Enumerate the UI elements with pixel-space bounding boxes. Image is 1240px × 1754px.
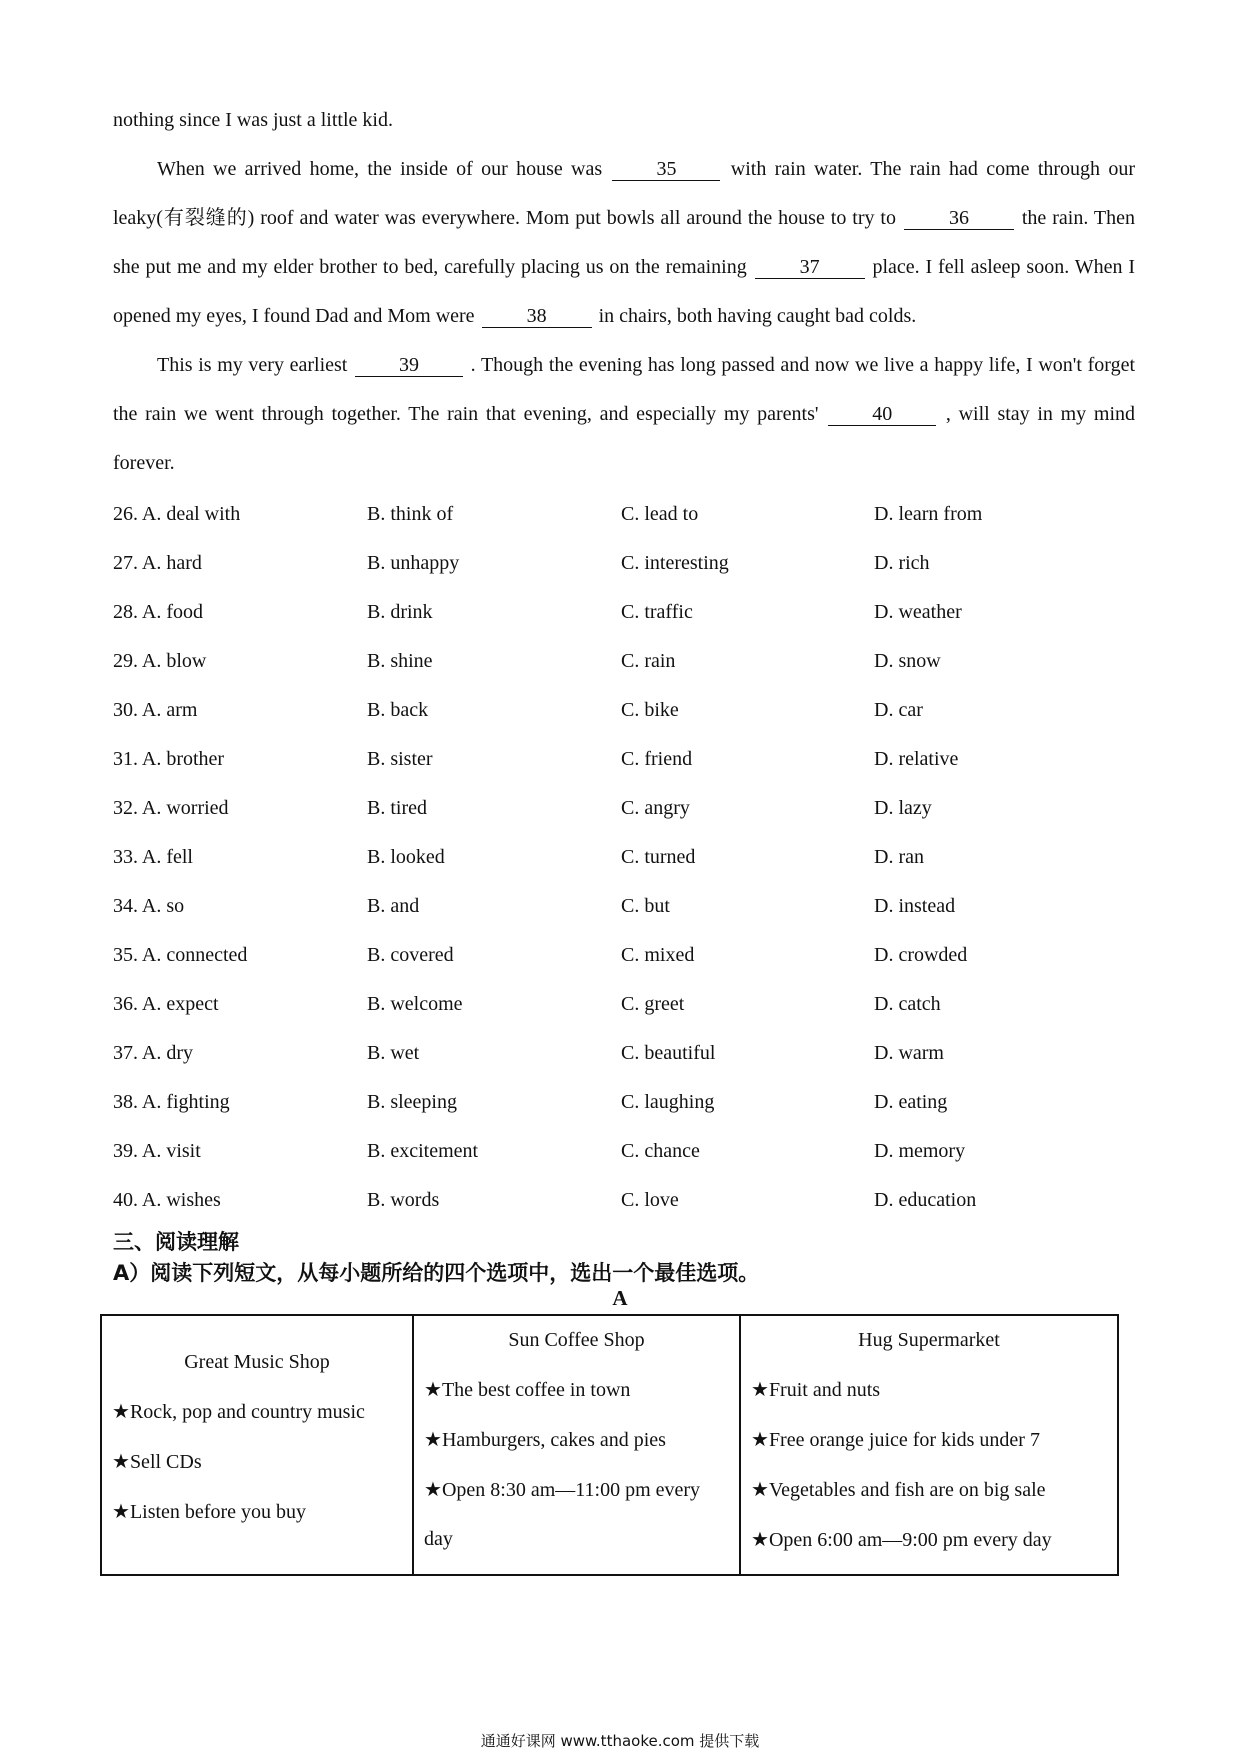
option-row	[113, 833, 1135, 882]
star-icon: ★	[112, 1499, 130, 1523]
option-a: 33. A. fell	[113, 846, 193, 868]
passage-paragraph-2	[113, 145, 1135, 341]
section-instruction: A）阅读下列短文，从每小题所给的四个选项中，选出一个最佳选项。	[113, 1261, 760, 1285]
passage-paragraph-3	[113, 341, 1135, 488]
option-c: C. lead to	[621, 503, 699, 525]
option-d: D. instead	[874, 895, 956, 917]
ad-cell-coffee-shop	[413, 1315, 740, 1575]
star-icon: ★	[751, 1477, 769, 1501]
option-b: B. excitement	[367, 1140, 479, 1162]
option-row	[113, 588, 1135, 637]
shop-feature: ★Open 8:30 am—11:00 pm every day	[424, 1477, 701, 1550]
option-a: 32. A. worried	[113, 797, 229, 819]
option-b: B. shine	[367, 650, 433, 672]
option-c: C. interesting	[621, 552, 729, 574]
star-icon: ★	[751, 1377, 769, 1401]
option-c: C. mixed	[621, 944, 695, 966]
shop-name: Great Music Shop	[184, 1351, 330, 1373]
option-row	[113, 784, 1135, 833]
blank-38: 38	[482, 305, 592, 328]
option-b: B. covered	[367, 944, 454, 966]
option-a: 34. A. so	[113, 895, 185, 917]
option-d: D. eating	[874, 1091, 948, 1113]
option-row	[113, 931, 1135, 980]
shop-feature: ★Fruit and nuts	[751, 1377, 881, 1401]
option-c: C. turned	[621, 846, 696, 868]
option-a: 35. A. connected	[113, 944, 248, 966]
shop-feature: ★The best coffee in town	[424, 1377, 631, 1401]
option-d: D. warm	[874, 1042, 944, 1064]
option-b: B. and	[367, 895, 420, 917]
option-b: B. tired	[367, 797, 427, 819]
page-footer: 通通好课网 www.tthaoke.com 提供下载	[480, 1732, 760, 1750]
option-c: C. greet	[621, 993, 685, 1015]
option-d: D. car	[874, 699, 923, 721]
option-d: D. catch	[874, 993, 941, 1015]
option-b: B. think of	[367, 503, 454, 525]
option-b: B. drink	[367, 601, 433, 623]
paragraph-text: . Though the evening has long passed and now we live a happy life, I won't forget the rain we went through together. The rain that evening, and especially my parents'	[113, 354, 1135, 425]
ad-cell-supermarket	[740, 1315, 1118, 1575]
option-row	[113, 1176, 1135, 1225]
option-b: B. wet	[367, 1042, 420, 1064]
option-a: 37. A. dry	[113, 1042, 193, 1064]
option-c: C. love	[621, 1189, 679, 1211]
option-row	[113, 980, 1135, 1029]
option-b: B. sleeping	[367, 1091, 457, 1113]
blank-36: 36	[904, 207, 1014, 230]
option-d: D. crowded	[874, 944, 968, 966]
paragraph-text: in chairs, both having caught bad colds.	[598, 305, 917, 327]
option-b: B. sister	[367, 748, 433, 770]
option-c: C. but	[621, 895, 670, 917]
shop-feature: ★Rock, pop and country music	[112, 1399, 365, 1423]
star-icon: ★	[112, 1449, 130, 1473]
option-c: C. chance	[621, 1140, 700, 1162]
shop-name: Sun Coffee Shop	[508, 1329, 645, 1351]
option-c: C. beautiful	[621, 1042, 716, 1064]
advertisement-table	[100, 1314, 1119, 1576]
option-d: D. relative	[874, 748, 959, 770]
option-d: D. ran	[874, 846, 924, 868]
option-a: 38. A. fighting	[113, 1091, 230, 1113]
option-row	[113, 637, 1135, 686]
option-a: 27. A. hard	[113, 552, 202, 574]
blank-40: 40	[828, 403, 936, 426]
paragraph-text: This is my very earliest	[157, 354, 348, 376]
shop-feature: ★Sell CDs	[112, 1449, 202, 1473]
passage-letter: A	[612, 1286, 628, 1310]
option-d: D. memory	[874, 1140, 966, 1162]
passage-paragraph-1	[113, 96, 1135, 145]
blank-39: 39	[355, 354, 463, 377]
option-b: B. words	[367, 1189, 440, 1211]
option-row	[113, 1078, 1135, 1127]
option-a: 31. A. brother	[113, 748, 225, 770]
option-b: B. welcome	[367, 993, 463, 1015]
option-a: 39. A. visit	[113, 1140, 201, 1162]
option-b: B. unhappy	[367, 552, 460, 574]
section-title: 三、阅读理解	[113, 1230, 239, 1254]
option-row	[113, 1127, 1135, 1176]
paragraph-text: nothing since I was just a little kid.	[113, 109, 393, 131]
shop-feature: ★Vegetables and fish are on big sale	[751, 1477, 1046, 1501]
option-row	[113, 1029, 1135, 1078]
option-a: 30. A. arm	[113, 699, 198, 721]
option-c: C. friend	[621, 748, 693, 770]
option-d: D. snow	[874, 650, 941, 672]
paragraph-text: When we arrived home, the inside of our house was	[157, 158, 603, 180]
shop-feature: ★Listen before you buy	[112, 1499, 307, 1523]
blank-37: 37	[755, 256, 865, 279]
option-a: 40. A. wishes	[113, 1189, 221, 1211]
paragraph-text: place. I fell asleep soon. When I opened my eyes, I found Dad and Mom were	[113, 256, 1135, 327]
option-d: D. rich	[874, 552, 930, 574]
shop-name: Hug Supermarket	[858, 1329, 1000, 1351]
option-c: C. traffic	[621, 601, 693, 623]
option-row	[113, 882, 1135, 931]
paragraph-text: with rain water. The rain had come through our leaky(有裂缝的) roof and water was everywhere. Mom put bowls all around the house to try to	[113, 158, 1136, 229]
star-icon: ★	[751, 1527, 769, 1551]
option-row	[113, 735, 1135, 784]
star-icon: ★	[424, 1477, 442, 1501]
option-a: 26. A. deal with	[113, 503, 241, 525]
option-a: 36. A. expect	[113, 993, 219, 1015]
shop-feature: ★Hamburgers, cakes and pies	[424, 1427, 666, 1451]
ad-cell-music-shop	[101, 1315, 413, 1575]
blank-35: 35	[612, 158, 720, 181]
option-a: 29. A. blow	[113, 650, 207, 672]
star-icon: ★	[424, 1427, 442, 1451]
answer-options-list	[113, 490, 1135, 1225]
option-a: 28. A. food	[113, 601, 203, 623]
option-b: B. looked	[367, 846, 445, 868]
option-c: C. angry	[621, 797, 690, 819]
option-row	[113, 490, 1135, 539]
option-c: C. rain	[621, 650, 676, 672]
star-icon: ★	[112, 1399, 130, 1423]
star-icon: ★	[424, 1377, 442, 1401]
option-c: C. bike	[621, 699, 679, 721]
option-row	[113, 539, 1135, 588]
star-icon: ★	[751, 1427, 769, 1451]
option-d: D. learn from	[874, 503, 983, 525]
option-b: B. back	[367, 699, 429, 721]
option-row	[113, 686, 1135, 735]
option-d: D. weather	[874, 601, 962, 623]
option-d: D. education	[874, 1189, 977, 1211]
option-d: D. lazy	[874, 797, 932, 819]
paragraph-text: , will stay in my mind forever.	[113, 403, 1136, 474]
shop-feature: ★Open 6:00 am—9:00 pm every day	[751, 1527, 1052, 1551]
paragraph-text: the rain. Then she put me and my elder brother to bed, carefully placing us on the remaining	[113, 207, 1136, 278]
option-c: C. laughing	[621, 1091, 715, 1113]
shop-feature: ★Free orange juice for kids under 7	[751, 1427, 1040, 1451]
